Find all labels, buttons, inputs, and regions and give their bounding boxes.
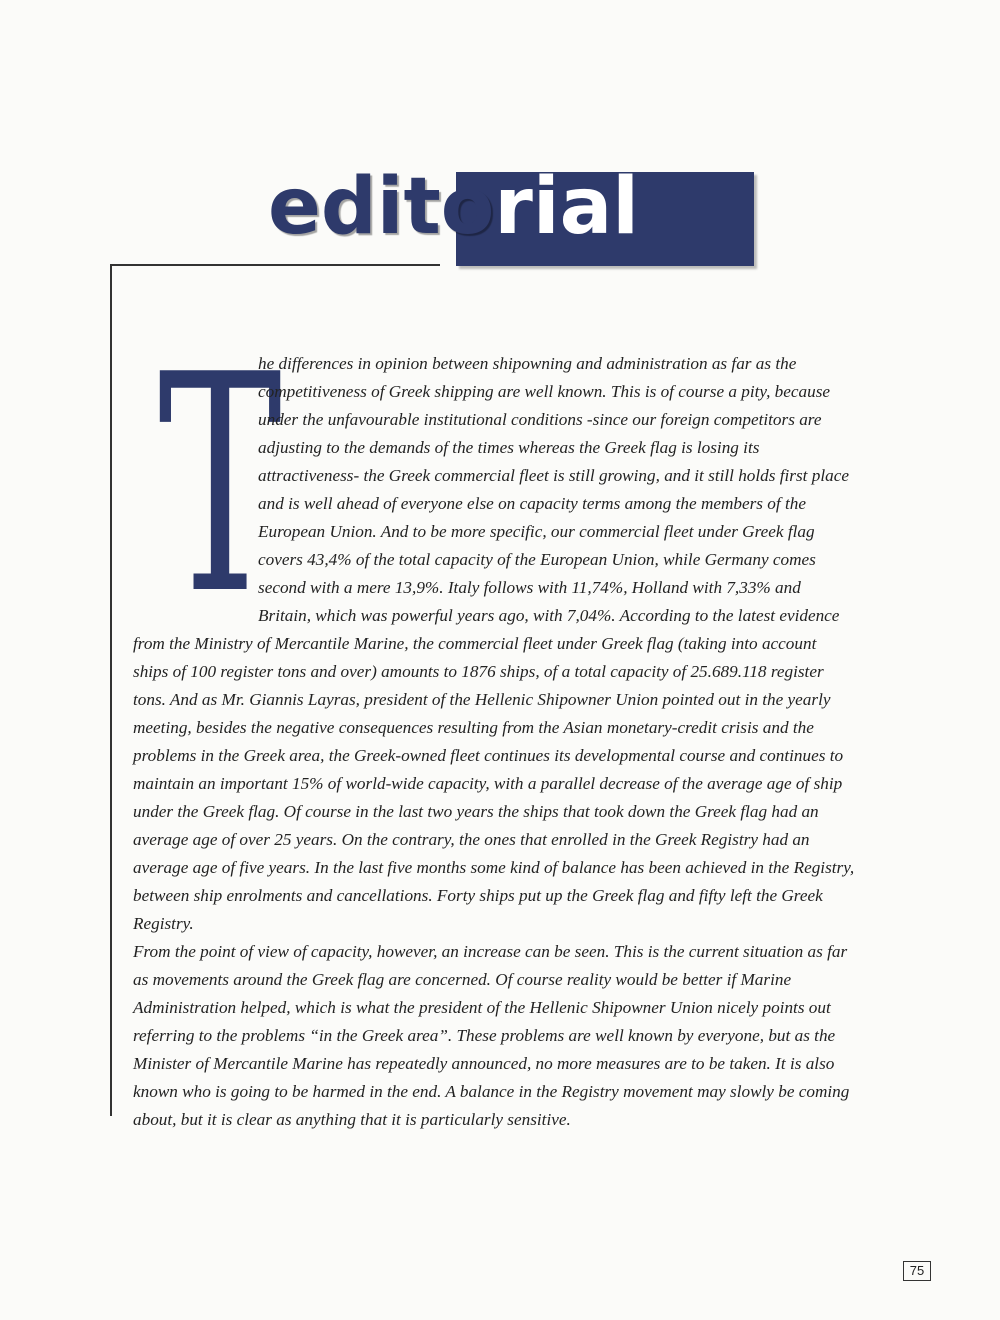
text-line: about, but it is clear as anything that it is particularly sensitive. (133, 1110, 571, 1129)
text-line: average age of over 25 years. On the contrary, the ones that enrolled in the Greek Registry had an (133, 830, 810, 849)
body-text-full-width (133, 630, 854, 1134)
page-title-part-b: rial (494, 162, 639, 252)
text-line: covers 43,4% of the total capacity of the European Union, while Germany comes (258, 550, 816, 569)
text-line: Registry. (133, 914, 194, 933)
text-line: and is well ahead of everyone else on capacity terms among the members of the (258, 494, 806, 513)
text-line: meeting, besides the negative consequences resulting from the Asian monetary-credit crisis and the (133, 718, 814, 737)
drop-cap: T (158, 311, 283, 660)
text-line: maintain an important 15% of world-wide capacity, with a parallel decrease of the average age of ship (133, 774, 843, 793)
text-line: Britain, which was powerful years ago, with 7,04%. According to the latest evidence (258, 606, 840, 625)
text-line: problems in the Greek area, the Greek-owned fleet continues its developmental course and continues to (133, 746, 844, 765)
frame-line-left (110, 264, 112, 1116)
text-line: attractiveness- the Greek commercial fleet is still growing, and it still holds first place (258, 466, 849, 485)
text-line: referring to the problems “in the Greek area”. These problems are well known by everyone, but as the (133, 1026, 836, 1045)
page-title (268, 162, 639, 252)
text-line: known who is going to be harmed in the end. A balance in the Registry movement may slowly be coming (133, 1082, 850, 1101)
text-line: under the unfavourable institutional conditions -since our foreign competitors are (258, 410, 822, 429)
text-line: ships of 100 register tons and over) amounts to 1876 ships, of a total capacity of 25.689.118 register (133, 662, 824, 681)
page-title-part-a: edito (268, 162, 495, 252)
text-line: competitiveness of Greek shipping are well known. This is of course a pity, because (258, 382, 831, 401)
paragraph-1-indented (258, 350, 849, 630)
text-line: tons. And as Mr. Giannis Layras, president of the Hellenic Shipowner Union pointed out in the yearly (133, 690, 831, 709)
text-line: between ship enrolments and cancellations. Forty ships put up the Greek flag and fifty left the Greek (133, 886, 823, 905)
text-line: as movements around the Greek flag are concerned. Of course reality would be better if Marine (133, 970, 792, 989)
text-line: average age of five years. In the last five months some kind of balance has been achieved in the Registry, (133, 858, 855, 877)
text-line: second with a mere 13,9%. Italy follows with 11,74%, Holland with 7,33% and (258, 578, 801, 597)
text-line: he differences in opinion between shipowning and administration as far as the (258, 354, 797, 373)
frame-line-top (110, 264, 440, 266)
text-line: Minister of Mercantile Marine has repeatedly announced, no more measures are to be taken. It is also (133, 1054, 835, 1073)
text-line: adjusting to the demands of the times whereas the Greek flag is losing its (258, 438, 760, 457)
text-line: from the Ministry of Mercantile Marine, the commercial fleet under Greek flag (taking into account (133, 634, 817, 653)
text-line: Administration helped, which is what the president of the Hellenic Shipowner Union nicely points out (133, 998, 831, 1017)
page-number: 75 (903, 1261, 931, 1281)
text-line: under the Greek flag. Of course in the last two years the ships that took down the Greek flag had an (133, 802, 819, 821)
text-line: European Union. And to be more specific, our commercial fleet under Greek flag (258, 522, 815, 541)
text-line: From the point of view of capacity, however, an increase can be seen. This is the current situation as far (133, 942, 848, 961)
